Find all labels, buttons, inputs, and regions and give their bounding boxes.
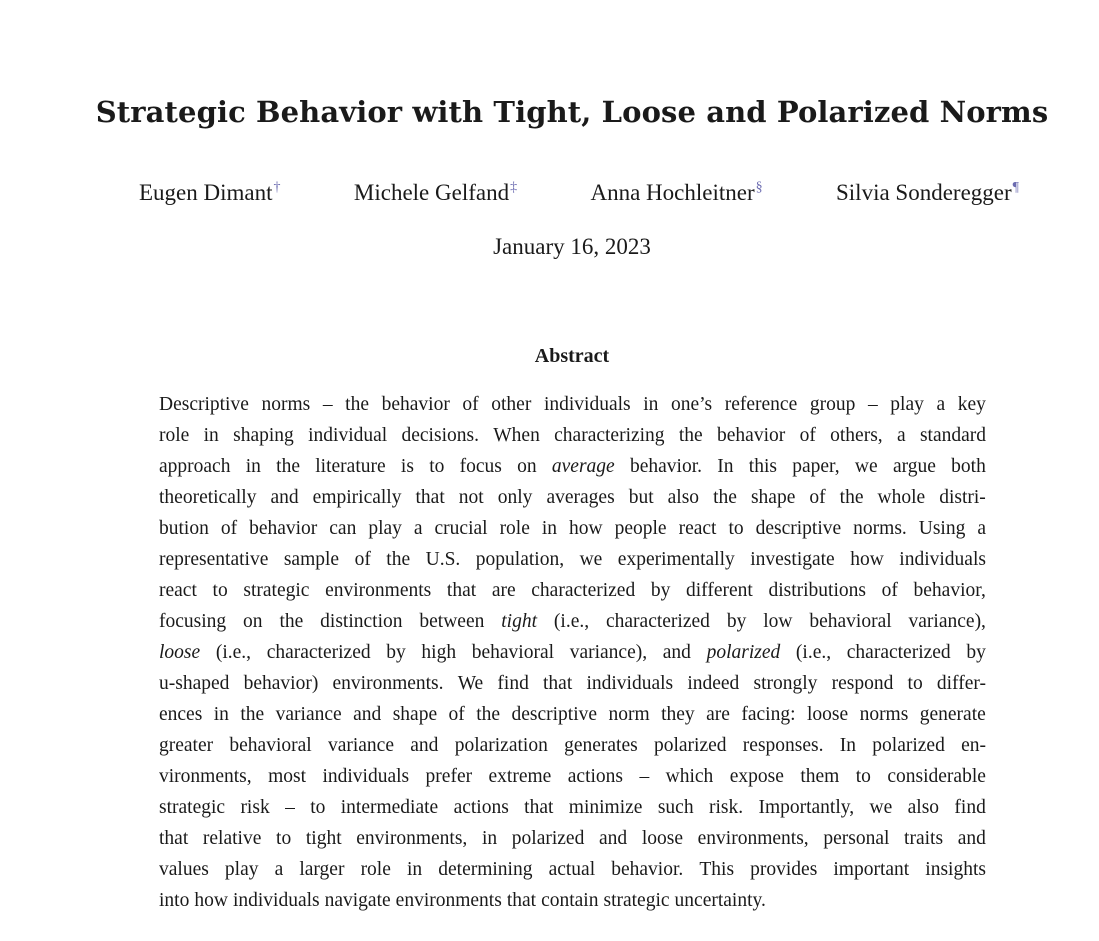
abstract-word: to	[212, 580, 228, 601]
abstract-word: environments	[395, 890, 502, 911]
abstract-word: a	[896, 425, 906, 446]
abstract-word: between	[419, 611, 485, 632]
abstract-word: (i.e.,	[553, 611, 590, 632]
abstract-word: literature	[315, 456, 386, 477]
abstract-word: variance	[327, 735, 394, 756]
abstract-word: norm	[608, 704, 650, 725]
abstract-word: how	[194, 890, 228, 911]
abstract-word: find	[497, 673, 529, 694]
abstract-word: by	[966, 642, 986, 663]
abstract-word: variance	[275, 704, 342, 725]
abstract-word: facing:	[741, 704, 796, 725]
abstract-word: individual	[308, 425, 388, 446]
abstract-word: which	[665, 766, 714, 787]
abstract-word: to	[276, 828, 292, 849]
abstract-line	[159, 454, 986, 485]
abstract-word: also	[667, 487, 700, 508]
abstract-word: respond	[831, 673, 894, 694]
abstract-word: actions	[453, 797, 509, 818]
abstract-word: only	[497, 487, 533, 508]
abstract-word: into	[159, 890, 190, 911]
abstract-word: individuals	[899, 549, 986, 570]
abstract-word: U.S.	[425, 549, 461, 570]
abstract-word: by	[386, 642, 406, 663]
abstract-word: risk	[240, 797, 270, 818]
abstract-word: intermediate	[340, 797, 439, 818]
paper-date: January 16, 2023	[493, 234, 651, 259]
abstract-line	[159, 826, 986, 857]
abstract-word: people	[614, 518, 667, 539]
abstract-word: strategic	[159, 797, 226, 818]
abstract-word: and	[957, 828, 986, 849]
abstract-word: key	[957, 394, 986, 415]
abstract-line	[159, 764, 986, 795]
abstract-word: that	[446, 580, 477, 601]
abstract-word: individuals	[322, 766, 410, 787]
abstract-word: and	[599, 828, 628, 849]
abstract-line	[159, 392, 986, 423]
abstract-word: a	[977, 518, 986, 539]
abstract-word: group	[809, 394, 856, 415]
abstract-word: bution	[159, 518, 209, 539]
abstract-word: we	[869, 797, 893, 818]
abstract-line	[159, 857, 986, 888]
abstract-word: –	[322, 394, 333, 415]
footnote-mark[interactable]: ¶	[1012, 180, 1019, 195]
abstract-word: the	[713, 487, 737, 508]
abstract-word: the	[839, 487, 864, 508]
abstract-word: norms	[261, 394, 311, 415]
abstract-word: that	[524, 797, 554, 818]
abstract-word: crucial	[434, 518, 488, 539]
abstract-line	[159, 485, 986, 516]
abstract-line	[159, 702, 986, 733]
abstract-word: characterized	[606, 611, 710, 632]
abstract-word: minimize	[568, 797, 643, 818]
abstract-word: generate	[919, 704, 986, 725]
abstract-word: extreme	[488, 766, 552, 787]
abstract-line	[159, 888, 986, 919]
abstract-word: polarization	[454, 735, 548, 756]
paper-title: Strategic Behavior with Tight, Loose and Polarized Norms	[95, 95, 1049, 129]
abstract-word: play	[890, 394, 924, 415]
abstract-word: investigate	[750, 549, 835, 570]
abstract-word: and	[410, 735, 439, 756]
abstract-word: polarized	[653, 735, 727, 756]
abstract-word: provides	[750, 859, 818, 880]
author-name: Silvia Sonderegger	[836, 180, 1012, 205]
abstract-word: this	[748, 456, 777, 477]
abstract-word: both	[951, 456, 986, 477]
abstract-word: and	[353, 704, 382, 725]
abstract-word: the	[240, 704, 265, 725]
abstract-word: behavior.	[611, 859, 684, 880]
abstract-line	[159, 640, 986, 671]
author-name: Michele Gelfand	[353, 180, 510, 205]
abstract-word: is	[400, 456, 414, 477]
abstract-word: polarized	[872, 735, 945, 756]
abstract-word: environments,	[356, 828, 468, 849]
abstract-word: –	[285, 797, 295, 818]
abstract-word: of	[809, 487, 826, 508]
abstract-word: strongly	[753, 673, 818, 694]
abstract-word: focusing	[159, 611, 227, 632]
abstract-word: prefer	[425, 766, 473, 787]
abstract-word: contain	[541, 890, 599, 911]
abstract-word: decisions.	[401, 425, 479, 446]
abstract-word: of	[220, 518, 238, 539]
abstract-word: to	[907, 673, 923, 694]
abstract-word: distributions	[768, 580, 866, 601]
abstract-word: on	[517, 456, 537, 477]
abstract-word: in	[643, 394, 659, 415]
abstract-word: polarized	[511, 828, 585, 849]
abstract-word: high	[421, 642, 457, 663]
abstract-word: most	[268, 766, 306, 787]
abstract-word: others,	[830, 425, 883, 446]
abstract-word: behavioral	[809, 611, 892, 632]
abstract-word: u-shaped	[159, 673, 230, 694]
abstract-word: loose	[806, 704, 849, 725]
abstract-word: shape	[392, 704, 438, 725]
abstract-word: in	[203, 425, 219, 446]
abstract-word: in	[406, 859, 423, 880]
abstract-word: approach	[159, 456, 231, 477]
abstract-word: to	[728, 518, 744, 539]
abstract-word: behavioral	[471, 642, 555, 663]
abstract-word: values	[159, 859, 209, 880]
abstract-word: actual	[548, 859, 596, 880]
abstract-word: other	[491, 394, 532, 415]
abstract-word: actions	[567, 766, 623, 787]
abstract-word: risk.	[708, 797, 744, 818]
abstract-word: of	[462, 394, 479, 415]
abstract-word: individuals	[586, 673, 674, 694]
abstract-word: the	[476, 704, 501, 725]
abstract-heading: Abstract	[534, 345, 610, 367]
abstract-word: –	[867, 394, 878, 415]
abstract-word: considerable	[887, 766, 986, 787]
abstract-word: expose	[729, 766, 784, 787]
abstract-word: responses.	[742, 735, 824, 756]
abstract-word: norms	[859, 704, 909, 725]
abstract-word: standard	[919, 425, 986, 446]
abstract-word: they	[661, 704, 695, 725]
abstract-word: distinction	[320, 611, 403, 632]
author	[354, 180, 517, 206]
abstract-word: experimentally	[617, 549, 735, 570]
abstract-word: determining	[438, 859, 533, 880]
abstract-word: also	[907, 797, 940, 818]
abstract-word: by	[650, 580, 671, 601]
abstract-word: characterized	[531, 580, 636, 601]
abstract-word: find	[954, 797, 986, 818]
abstract-word: in	[481, 828, 498, 849]
abstract-word: different	[686, 580, 753, 601]
abstract-line	[159, 578, 986, 609]
author-name: Anna Hochleitner	[590, 180, 755, 205]
abstract-word: insights	[925, 859, 986, 880]
abstract-word: environments,	[697, 828, 809, 849]
abstract-word: empirically	[312, 487, 402, 508]
abstract-word: indeed	[687, 673, 740, 694]
abstract-word: (i.e.,	[215, 642, 252, 663]
abstract-word: to	[429, 456, 445, 477]
abstract-word: greater	[159, 735, 214, 756]
author-name: Eugen Dimant	[139, 180, 273, 205]
abstract-word: are	[491, 580, 516, 601]
abstract-line	[159, 733, 986, 764]
abstract-word: representative	[159, 549, 269, 570]
footnote-mark[interactable]: §	[755, 180, 763, 195]
author	[836, 180, 1019, 206]
abstract-word: distri-	[939, 487, 986, 508]
abstract-word: behavior)	[243, 673, 319, 694]
abstract-word: vironments,	[159, 766, 252, 787]
abstract-word: play	[368, 518, 402, 539]
abstract-word: environments	[325, 580, 432, 601]
abstract-word: the	[678, 425, 703, 446]
abstract-word: play	[224, 859, 259, 880]
abstract-word: loose	[159, 642, 201, 663]
abstract-word: behavior	[249, 518, 318, 539]
abstract-word: navigate	[324, 890, 391, 911]
abstract-word: in	[541, 518, 558, 539]
abstract-line	[159, 671, 986, 702]
author	[590, 180, 762, 206]
abstract-word: When	[493, 425, 540, 446]
abstract-word: tight	[305, 828, 342, 849]
abstract-line	[159, 516, 986, 547]
abstract-word: descriptive	[511, 704, 598, 725]
abstract-word: the	[276, 456, 300, 477]
abstract-word: individuals	[543, 394, 631, 415]
abstract-word: sample	[283, 549, 340, 570]
abstract-word: generates	[564, 735, 638, 756]
abstract-word: averages	[546, 487, 615, 508]
abstract-word: that	[159, 828, 189, 849]
abstract-word: in	[245, 456, 261, 477]
abstract-line	[159, 609, 986, 640]
abstract-word: the	[279, 611, 304, 632]
abstract-body	[159, 392, 986, 919]
abstract-word: to	[310, 797, 326, 818]
abstract-word: focus	[459, 456, 502, 477]
abstract-word: personal	[823, 828, 890, 849]
abstract-word: how	[569, 518, 603, 539]
abstract-word: a	[274, 859, 284, 880]
abstract-word: behavioral	[229, 735, 312, 756]
abstract-word: traits	[904, 828, 944, 849]
abstract-word: how	[850, 549, 884, 570]
abstract-word: shape	[750, 487, 796, 508]
abstract-word: descriptive	[755, 518, 842, 539]
abstract-word: characterized	[266, 642, 371, 663]
abstract-word: react	[159, 580, 197, 601]
abstract-word: and	[662, 642, 691, 663]
abstract-word: a	[936, 394, 946, 415]
abstract-word: role	[159, 425, 190, 446]
abstract-word: whole	[877, 487, 926, 508]
abstract-word: we	[854, 456, 878, 477]
abstract-word: behavior	[381, 394, 450, 415]
abstract-word: in	[213, 704, 229, 725]
abstract-word: This	[699, 859, 735, 880]
abstract-word: of	[448, 704, 465, 725]
abstract-word: important	[833, 859, 910, 880]
abstract-word: them	[800, 766, 840, 787]
abstract-word: –	[639, 766, 650, 787]
abstract-word: can	[329, 518, 357, 539]
abstract-word: reference	[724, 394, 798, 415]
abstract-word: norms.	[853, 518, 907, 539]
abstract-word: (i.e.,	[795, 642, 832, 663]
abstract-word: low	[763, 611, 793, 632]
abstract-word: variance),	[908, 611, 986, 632]
abstract-word: environments.	[332, 673, 444, 694]
abstract-word: population,	[475, 549, 565, 570]
abstract-word: behavior,	[913, 580, 986, 601]
abstract-word: characterized	[846, 642, 951, 663]
abstract-word: uncertainty.	[674, 890, 766, 911]
abstract-word: role	[360, 859, 391, 880]
author-list	[139, 180, 1019, 206]
abstract-word: differ-	[936, 673, 986, 694]
abstract-word: variance),	[569, 642, 648, 663]
abstract-word: ences	[159, 704, 203, 725]
abstract-word: of	[881, 580, 898, 601]
abstract-word: that	[543, 673, 573, 694]
abstract-word: Using	[918, 518, 966, 539]
abstract-word: polarized	[706, 642, 781, 663]
abstract-word: In	[717, 456, 734, 477]
abstract-word: We	[457, 673, 484, 694]
author	[139, 180, 281, 206]
abstract-word: a	[413, 518, 423, 539]
abstract-line	[159, 423, 986, 454]
abstract-word: argue	[892, 456, 936, 477]
abstract-word: react	[678, 518, 717, 539]
footnote-mark[interactable]: ‡	[510, 180, 518, 195]
abstract-word: relative	[202, 828, 262, 849]
abstract-word: average	[551, 456, 615, 477]
abstract-word: such	[657, 797, 694, 818]
abstract-word: larger	[299, 859, 345, 880]
abstract-word: individuals	[232, 890, 320, 911]
abstract-word: by	[726, 611, 747, 632]
abstract-word: not	[458, 487, 484, 508]
abstract-word: paper,	[792, 456, 840, 477]
abstract-word: behavior.	[629, 456, 703, 477]
abstract-word: characterizing	[554, 425, 665, 446]
abstract-word: Importantly,	[758, 797, 855, 818]
abstract-word: are	[706, 704, 730, 725]
abstract-word: but	[628, 487, 654, 508]
abstract-word: theoretically	[159, 487, 257, 508]
abstract-word: that	[506, 890, 537, 911]
abstract-word: one’s	[670, 394, 713, 415]
abstract-word: en-	[961, 735, 986, 756]
footnote-mark[interactable]: †	[273, 180, 281, 195]
abstract-word: behavior	[717, 425, 786, 446]
abstract-word: Descriptive	[159, 394, 249, 415]
abstract-word: we	[579, 549, 603, 570]
abstract-word: the	[345, 394, 369, 415]
abstract-line	[159, 795, 986, 826]
abstract-word: tight	[501, 611, 538, 632]
abstract-word: and	[270, 487, 299, 508]
abstract-word: loose	[641, 828, 683, 849]
abstract-word: In	[839, 735, 857, 756]
abstract-word: on	[243, 611, 263, 632]
abstract-word: that	[415, 487, 445, 508]
abstract-word: strategic	[243, 580, 310, 601]
abstract-word: to	[855, 766, 871, 787]
abstract-word: the	[386, 549, 411, 570]
abstract-line	[159, 547, 986, 578]
abstract-word: strategic	[603, 890, 670, 911]
abstract-word: role	[499, 518, 530, 539]
abstract-word: of	[354, 549, 371, 570]
abstract-word: shaping	[233, 425, 294, 446]
abstract-word: of	[799, 425, 816, 446]
